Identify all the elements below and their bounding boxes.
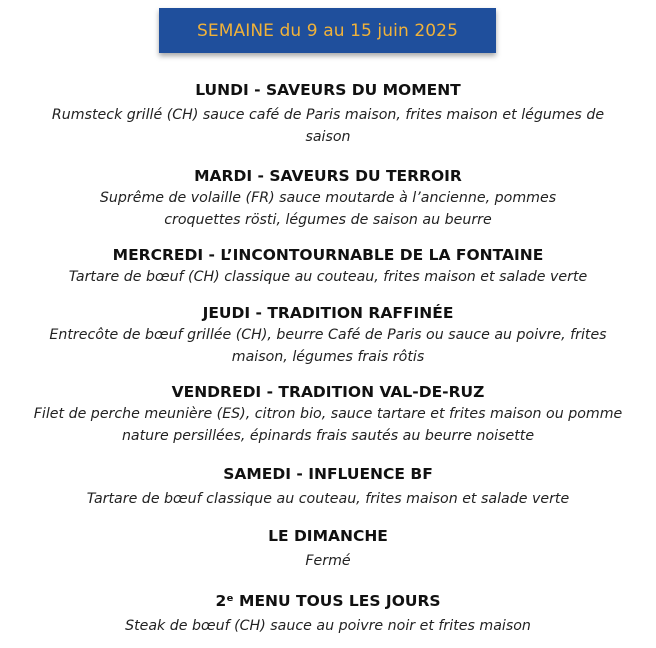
day-title: SAMEDI - INFLUENCE BF bbox=[223, 465, 433, 483]
day-dish: Rumsteck grillé (CH) sauce café de Paris maison, frites maison et légumes de saison bbox=[51, 107, 605, 145]
day-title: MERCREDI - L’INCONTOURNABLE DE LA FONTAINE bbox=[112, 246, 544, 264]
day-title: LE DIMANCHE bbox=[268, 527, 388, 545]
day-dish: Entrecôte de bœuf grillée (CH), beurre Café de Paris ou sauce au poivre, frites maison, légumes frais rôtis bbox=[49, 327, 607, 365]
day-dish: Tartare de bœuf classique au couteau, frites maison et salade verte bbox=[86, 491, 570, 507]
day-monday bbox=[30, 79, 626, 148]
day-title: VENDREDI - TRADITION VAL-DE-RUZ bbox=[171, 383, 485, 401]
day-dish: Suprême de volaille (FR) sauce moutarde à l’ancienne, pommes croquettes rösti, légumes de saison au beurre bbox=[99, 190, 557, 228]
day-wednesday bbox=[30, 244, 626, 288]
day-sunday bbox=[30, 525, 626, 572]
week-banner bbox=[159, 8, 496, 53]
week-label: SEMAINE du 9 au 15 juin 2025 bbox=[197, 20, 458, 41]
day-title: 2ᵉ MENU TOUS LES JOURS bbox=[215, 592, 441, 610]
day-friday bbox=[30, 381, 626, 447]
day-dish: Fermé bbox=[305, 553, 351, 569]
day-dish: Tartare de bœuf (CH) classique au couteau, frites maison et salade verte bbox=[68, 269, 588, 285]
day-title: JEUDI - TRADITION RAFFINÉE bbox=[202, 304, 454, 322]
day-title: LUNDI - SAVEURS DU MOMENT bbox=[195, 81, 461, 99]
day-dish: Filet de perche meunière (ES), citron bio, sauce tartare et frites maison ou pomme nature persillées, épinards frais sautés au beurre noisette bbox=[33, 406, 623, 444]
second-menu bbox=[30, 590, 626, 637]
day-tuesday bbox=[30, 165, 626, 231]
day-thursday bbox=[30, 302, 626, 368]
day-title: MARDI - SAVEURS DU TERROIR bbox=[194, 167, 462, 185]
day-saturday bbox=[30, 463, 626, 510]
day-dish: Steak de bœuf (CH) sauce au poivre noir et frites maison bbox=[125, 618, 531, 634]
